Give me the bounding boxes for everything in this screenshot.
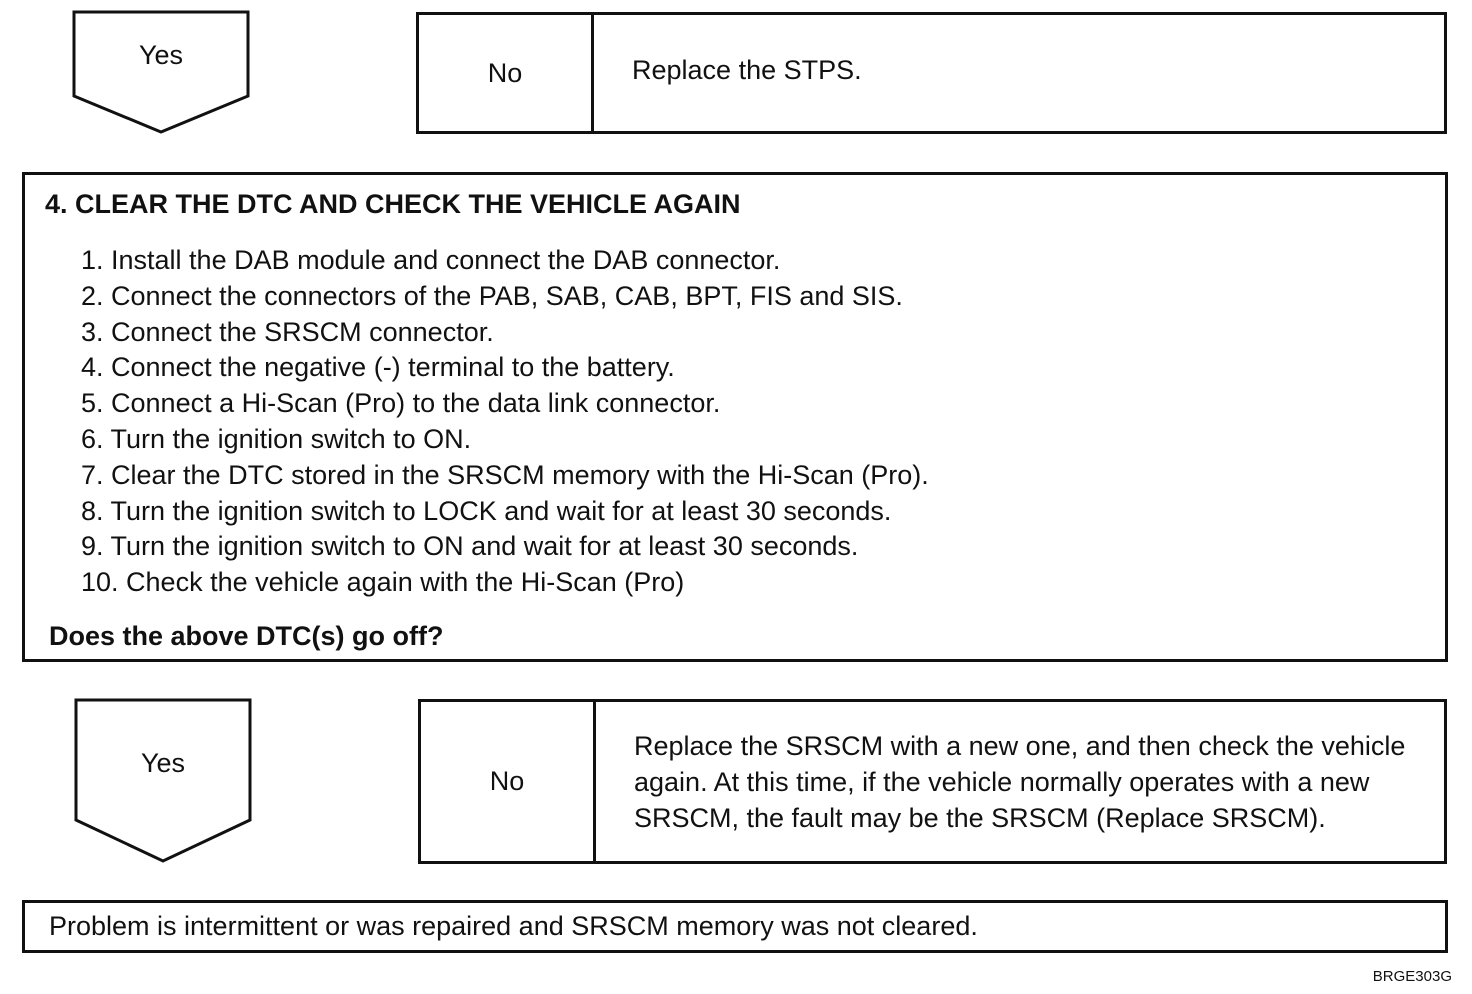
no-label-bottom: No (421, 702, 596, 861)
yes-arrow-shape (72, 10, 250, 136)
yes-arrow-bottom (74, 698, 252, 866)
yes-arrow-shape (74, 698, 252, 866)
no-action-bottom: Replace the SRSCM with a new one, and then check the vehicle again. At this time, if the vehicle normally operates with a new SRSCM, the fault may be the SRSCM (Replace SRSCM). (634, 730, 1406, 833)
no-box-bottom (418, 699, 1447, 864)
list-item: 3. Connect the SRSCM connector. (81, 316, 494, 347)
no-action-top: Replace the STPS. (632, 55, 862, 85)
yes-label-bottom: Yes (140, 748, 186, 778)
list-item: 4. Connect the negative (-) terminal to the battery. (81, 352, 675, 383)
no-box-top (416, 12, 1447, 134)
step-4-title: 4. CLEAR THE DTC AND CHECK THE VEHICLE AGAIN (45, 189, 741, 219)
step-4-question: Does the above DTC(s) go off? (49, 621, 444, 651)
step-4-box (22, 172, 1448, 662)
list-item: 6. Turn the ignition switch to ON. (81, 423, 472, 454)
list-item: 1. Install the DAB module and connect the DAB connector. (81, 245, 781, 275)
step-4-list (81, 243, 929, 601)
list-item: 8. Turn the ignition switch to LOCK and wait for at least 30 seconds. (81, 495, 892, 526)
list-item: 7. Clear the DTC stored in the SRSCM memory with the Hi-Scan (Pro). (81, 459, 929, 490)
yes-label-top: Yes (138, 40, 184, 70)
list-item: 2. Connect the connectors of the PAB, SAB, CAB, BPT, FIS and SIS. (81, 280, 903, 311)
list-item: 9. Turn the ignition switch to ON and wait for at least 30 seconds. (81, 531, 859, 562)
figure-code: BRGE303G (1372, 968, 1452, 985)
list-item: 10. Check the vehicle again with the Hi-Scan (Pro) (81, 567, 685, 598)
result-box: Problem is intermittent or was repaired and SRSCM memory was not cleared. (22, 900, 1448, 953)
list-item: 5. Connect a Hi-Scan (Pro) to the data link connector. (81, 388, 721, 419)
no-label-top: No (419, 15, 594, 131)
yes-arrow-top (72, 10, 250, 136)
